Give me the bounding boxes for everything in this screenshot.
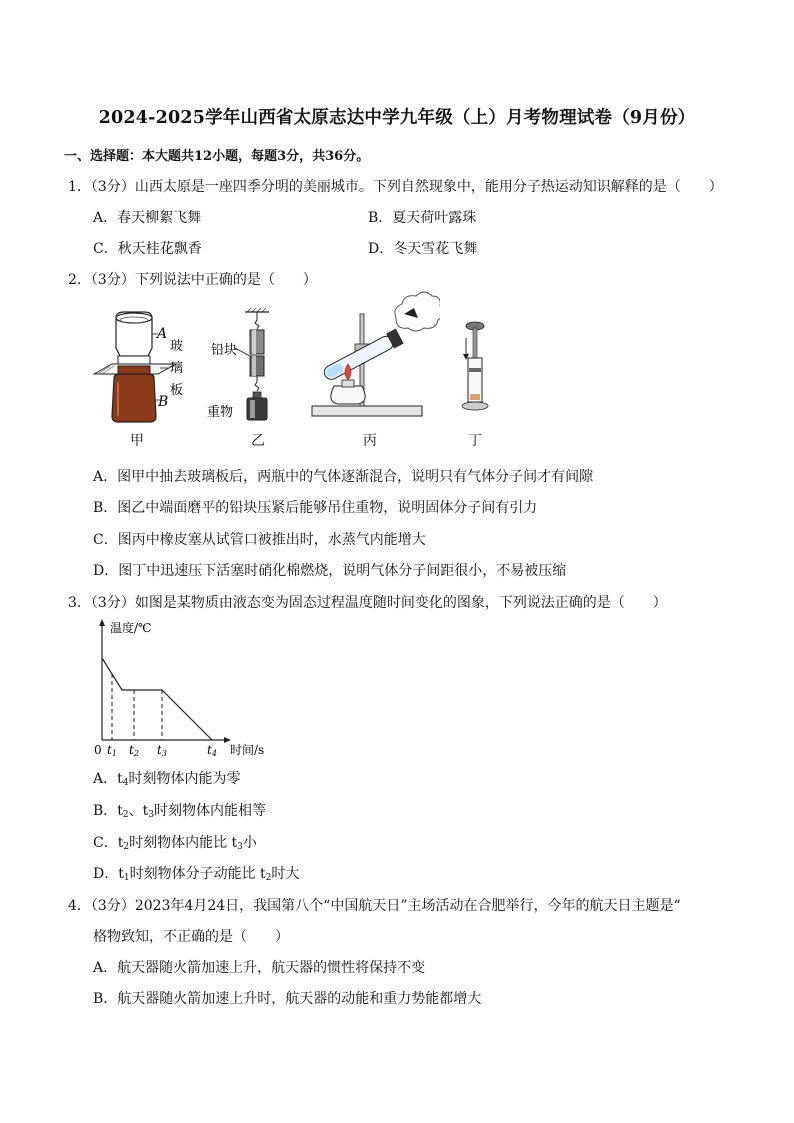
label-lead-block: 铅块 (211, 343, 238, 358)
question-1-option-c[interactable]: C．秋天桂花飘香 (93, 241, 202, 257)
label-glass-1: 玻 (170, 339, 184, 354)
figure-ding-piston (450, 318, 500, 414)
tick-t1: t1 (107, 743, 117, 758)
exam-title: 2024-2025学年山西省太原志达中学九年级（上）月考物理试卷（9月份） (98, 108, 696, 128)
question-3-option-c[interactable]: C．$t_2$时刻物体内能比 $t_3$小 (93, 835, 257, 852)
figure-jia-gas-diffusion (88, 308, 198, 426)
question-1-stem: 1．（3分）山西太原是一座四季分明的美丽城市。下列自然现象中，能用分子热运动知识解释的是（ ） (68, 179, 723, 195)
label-glass-3: 板 (170, 383, 184, 398)
question-2-stem: 2．（3分）下列说法中正确的是（ ） (68, 272, 317, 288)
question-2-option-b[interactable]: B．图乙中端面磨平的铅块压紧后能够吊住重物，说明固体分子间有引力 (93, 500, 538, 516)
figure-yi-lead-blocks (205, 308, 285, 426)
question-1-option-a[interactable]: A．春天柳絮飞舞 (93, 210, 202, 226)
label-glass-2: 璃 (170, 361, 184, 376)
label-b: B (158, 394, 169, 410)
figure-label-jia: 甲 (130, 433, 144, 449)
figure-label-bing: 丙 (363, 433, 377, 449)
question-3-option-d[interactable]: D．$t_1$时刻物体分子动能比 $t_2$时大 (93, 866, 300, 883)
label-a: A (157, 326, 168, 342)
question-2-option-c[interactable]: C．图丙中橡皮塞从试管口被推出时，水蒸气内能增大 (93, 532, 426, 548)
question-3-option-a[interactable]: A．$t_4$时刻物体内能为零 (93, 771, 241, 788)
question-4-option-b[interactable]: B．航天器随火箭加速上升时，航天器的动能和重力势能都增大 (93, 991, 482, 1007)
tick-t2: t2 (129, 743, 139, 758)
question-4-option-a[interactable]: A．航天器随火箭加速上升，航天器的惯性将保持不变 (93, 960, 426, 976)
temperature-time-graph (88, 616, 278, 762)
origin-label: 0 (94, 743, 102, 757)
question-4-stem-line-2: 格物致知，不正确的是（ ） (93, 929, 289, 945)
x-axis-label: 时间/s (230, 743, 265, 757)
figure-label-ding: 丁 (468, 433, 482, 449)
cooling-curve (102, 658, 212, 740)
y-axis-label: 温度/℃ (110, 621, 152, 635)
section-heading: 一、选择题：本大题共12小题，每题3分，共36分。 (64, 149, 370, 164)
question-3-option-b[interactable]: B．$t_2$、$t_3$时刻物体内能相等 (93, 803, 267, 820)
tick-t3: t3 (157, 743, 167, 758)
label-weight: 重物 (207, 405, 234, 420)
question-2-option-d[interactable]: D．图丁中迅速压下活塞时硝化棉燃烧，说明气体分子间距很小，不易被压缩 (93, 563, 567, 579)
question-1-option-b[interactable]: B．夏天荷叶露珠 (368, 210, 477, 226)
question-1-option-d[interactable]: D．冬天雪花飞舞 (368, 241, 478, 257)
figure-label-yi: 乙 (251, 433, 265, 449)
tick-t4: t4 (207, 743, 217, 758)
question-3-stem: 3．（3分）如图是某物质由液态变为固态过程温度随时间变化的图象，下列说法正确的是（ ） (68, 595, 667, 611)
question-4-stem-line-1: 4．（3分）2023年4月24日，我国第八个“中国航天日”主场活动在合肥举行，今年的航天日主题是“ (68, 898, 681, 914)
question-2-option-a[interactable]: A．图甲中抽去玻璃板后，两瓶中的气体逐渐混合，说明只有气体分子间才有间隙 (93, 469, 594, 485)
figure-bing-test-tube (300, 286, 440, 426)
